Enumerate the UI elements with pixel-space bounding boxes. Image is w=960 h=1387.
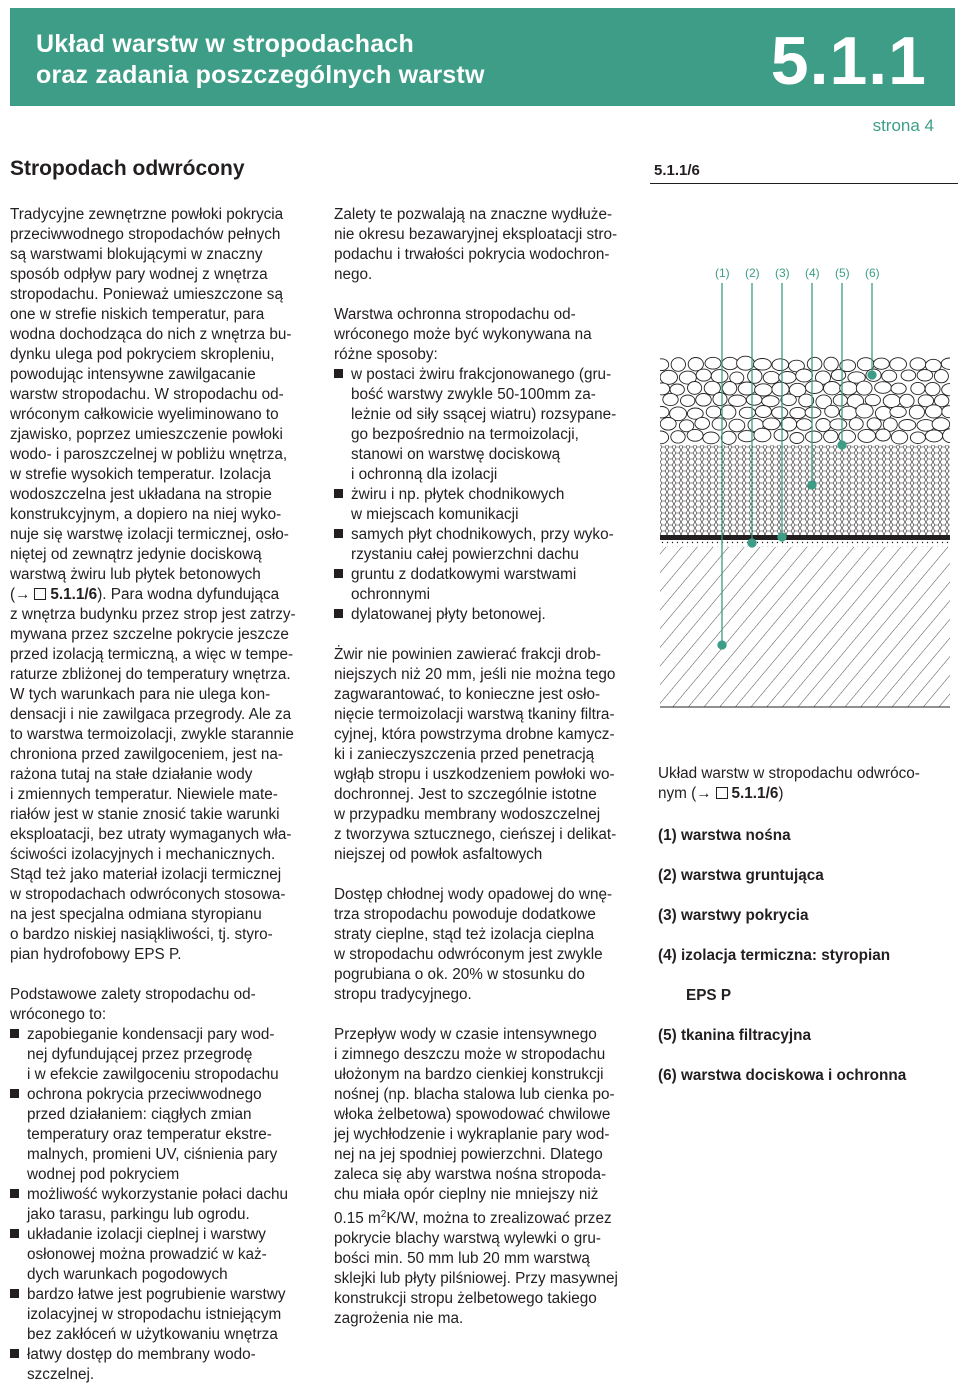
ref-code: 5.1.1/6 [50, 586, 98, 603]
gravel-stone [942, 406, 950, 418]
gravel-stone [807, 357, 822, 370]
gravel-stone [706, 406, 721, 418]
list-item [10, 1345, 308, 1385]
gravel-stone [721, 431, 736, 444]
section-number: 5.1.1 [770, 23, 927, 99]
list-item [334, 485, 634, 525]
gravel-stone [943, 429, 950, 443]
intro-paragraph [10, 205, 308, 965]
figure-caption [658, 764, 958, 804]
advantages-intro: Podstawowe zalety stropodachu od- wróconego to: [10, 986, 256, 1023]
gravel-stone [722, 357, 738, 369]
gravel-stone [696, 369, 711, 381]
gravel-stone [891, 431, 907, 444]
gravel-stone [901, 370, 916, 381]
insulation-layer [660, 445, 950, 535]
gravel-stone [925, 405, 942, 418]
gravel-stone [856, 381, 872, 395]
list-item [334, 605, 634, 625]
gravel-stone [681, 395, 695, 406]
gravel-stone [748, 369, 762, 383]
gravel-stone [774, 429, 788, 441]
gravel-stone [890, 358, 907, 371]
gravel-stone [671, 431, 685, 443]
layer-mark-3: (3) [775, 266, 790, 280]
paragraph [334, 1025, 634, 1329]
legend-item: (5) tkanina filtracyjna [658, 1027, 812, 1044]
gravel-stone [738, 382, 756, 395]
gravel-stone [917, 370, 933, 381]
figure-ref [10, 586, 97, 603]
protective-layer-list [334, 365, 634, 625]
list-item-text: dylatowanej płyty betonowej. [351, 606, 546, 623]
page-number: strona 4 [872, 116, 934, 135]
list-item [334, 565, 634, 605]
gravel-stone [663, 393, 678, 405]
gravel-stone [687, 429, 703, 441]
gravel-stone [696, 394, 712, 407]
gravel-stone [729, 395, 747, 406]
gravel-stone [722, 382, 736, 396]
section-title: Stropodach odwrócony [10, 157, 245, 180]
column-2 [334, 205, 634, 1329]
gravel-stone [849, 418, 863, 430]
gravel-stone [856, 404, 873, 418]
bullet-square-icon [10, 1229, 19, 1238]
ref-arrow: (→ [10, 586, 31, 603]
gravel-stone [772, 407, 788, 419]
layer-mark-6: (6) [865, 266, 880, 280]
gravel-stone [660, 418, 676, 431]
membrane-layer [660, 535, 950, 540]
gravel-stone [909, 405, 924, 419]
gravel-stone [858, 429, 876, 442]
gravel-stone [874, 358, 890, 369]
legend-item: (4) izolacja termiczna: styropian EPS P [658, 947, 891, 1004]
figure-id: 5.1.1/6 [654, 162, 700, 179]
list-item-text: możliwość wykorzystanie połaci dachu jako tarasu, parkingu lub ogrodu. [27, 1186, 289, 1223]
bullet-square-icon [334, 529, 343, 538]
gravel-stone [910, 432, 925, 444]
legend-item: (1) warstwa nośna [658, 827, 791, 844]
advantages-list [10, 1025, 308, 1385]
gravel-stone [738, 431, 755, 442]
column-1 [10, 205, 308, 1385]
figure-divider [650, 183, 958, 184]
gravel-stone [781, 394, 796, 406]
layer-mark-2: (2) [745, 266, 760, 280]
bullet-square-icon [334, 609, 343, 618]
gravel-stone [671, 358, 685, 372]
gravel-stone [824, 430, 838, 442]
gravel-stone [729, 419, 745, 432]
roof-section-figure [660, 255, 950, 745]
gravel-stone [721, 405, 736, 419]
gravel-stone [925, 430, 942, 442]
gravel-stone [831, 370, 845, 381]
gravel-stone [763, 371, 779, 383]
gravel-stone [779, 372, 797, 384]
gravel-stone [867, 418, 881, 430]
gravel-stone [875, 382, 892, 394]
layer-mark-1: (1) [715, 266, 730, 280]
legend-item: (2) warstwa gruntująca [658, 867, 824, 884]
layer-mark-5: (5) [835, 266, 850, 280]
bullet-square-icon [334, 369, 343, 378]
superscript: 2 [380, 1209, 387, 1220]
intro-text: Tradycyjne zewnętrzne powłoki pokrycia przeciwwodnego stropodachów pełnych są warstwami blokującymi w znaczny sposób odpływ pary wodnej z wnętrza stropodachu. Ponieważ umieszczone są one w strefie niskich temperatur, para wodna dochodząca do nich z wnętrza bu- dynku ulega pod pokryciem skropleniu, powodując intensywne zawilgacanie warstw stropodachu. W stropodachu od- wróconym całkowicie wyeliminowano to zjawisko, poprzez umieszczenie powłoki wodo- i paroszczelnej w pobliżu wnętrza, w strefie wysokich temperatur. Izolacja wodoszczelna jest układana na stropie konstrukcyjnym, a dopiero na niej wyko- nuje się warstwę izolacji termicznej, osło- niętej od zewnątrz jedynie dociskową warstwą żwiru lub płytek betonowych [10, 206, 292, 583]
gravel-stone [876, 429, 891, 441]
paragraph: Żwir nie powinien zawierać frakcji drob- niejszych niż 20 mm, jeśli nie można tego zagwarantować, to konieczne jest osło- nięcie termoizolacji warstwą tkaniny filtra- cyjnej, która powstrzyma drobne kamycz- ki i zanieczyszczenia przed penetracją wgłąb stropu i uszkodzeniem powłoki wo- dochronnej. Jest to szczególnie istotne w przypadku membrany wodoszczelnej z tworzywa sztucznego, cieńszej i delikat- niejszej od powłok asfaltowych [334, 646, 617, 863]
gravel-stone [754, 359, 772, 371]
gravel-stone [833, 394, 847, 406]
gravel-stone [660, 431, 669, 444]
structural-slab [660, 547, 950, 707]
caption-line-2: nym (→ 5.1.1/6) [658, 785, 784, 802]
gravel-stone [942, 384, 950, 396]
gravel-stone [695, 417, 710, 429]
list-item [10, 1225, 308, 1285]
paragraph-text: Przepływ wody w czasie intensywnego i zimnego deszczu może w stropodachu ułożonym na bardzo cienkiej konstrukcji nośnej (np. blacha stalowa lub cienka po- włoka żelbetowa) spowodować chwilowe jej wychłodzenie i wykraplanie pary wod- nej na jej spodniej powierzchni. Dlatego zaleca się aby warstwa nośna stropoda- chu miała opór cieplny nie mniejszy niż 0.15 m [334, 1026, 615, 1228]
layer-mark-4: (4) [805, 266, 820, 280]
gravel-stone [824, 382, 841, 395]
gravel-stone [824, 357, 838, 371]
bullet-square-icon [10, 1029, 19, 1038]
gravel-stone [796, 369, 813, 382]
gravel-stone [705, 357, 721, 369]
gravel-stone [711, 370, 728, 383]
gravel-stone [899, 420, 916, 431]
gravel-stone [762, 396, 779, 407]
gravel-stone [805, 381, 823, 394]
arrow-icon: → [696, 785, 712, 802]
legend-item: (3) warstwy pokrycia [658, 907, 809, 924]
gravel-stone [746, 394, 762, 405]
intro-text-tail: ). Para wodna dyfundująca z wnętrza budynku przez strop jest zatrzy- mywana przez szczelne pokrycie jeszcze przed izolacją termiczną, a więc w tempe- raturze zbliżonej do temperatury wnętrza. W tych warunkach para nie ulega kon- densacji i nie zawilgaca przegrody. Ale za to warstwa termoizolacji, zwykle starannie chroniona przed zawilgoceniem, jest na- rażona tutaj na stałe działanie wody i zmiennych temperatur. Niewiele mate- riałów jest w stanie znosić takie warunki eksploatacji, bez utraty wymaganych wła- ściwości izolacyjnych i mechanicznych. Stąd też jako materiał izolacji termicznej w stropodachach odwróconych stosowa- na jest specjalna odmiana styropianu o bardzo niskiej nasiąkliwości, tj. styro- pian hydrofobowy EPS P. [10, 586, 296, 963]
list-item-text: zapobieganie kondensacji pary wod- nej dyfundującej przez przegrodę i w efekcie zawilgoceniu stropodachu [27, 1026, 279, 1083]
gravel-stone [911, 382, 925, 394]
caption-line-1: Układ warstw w stropodachu odwróco- [658, 765, 920, 782]
gravel-stone [688, 382, 702, 395]
gravel-stone [797, 419, 813, 431]
layer-marks [715, 266, 880, 280]
gravel-stone [688, 358, 703, 371]
gravel-stone [830, 419, 847, 430]
bullet-square-icon [10, 1289, 19, 1298]
gravel-stone [934, 370, 948, 383]
gravel-stone [660, 407, 669, 418]
list-item [334, 365, 634, 485]
gravel-stone [660, 359, 669, 371]
gravel-stone [925, 382, 940, 395]
gravel-stone [825, 405, 839, 417]
gravel-stone [882, 370, 897, 382]
list-item-text: samych płyt chodnikowych, przy wyko- rzystaniu całej powierzchni dachu [351, 526, 614, 563]
bullet-square-icon [10, 1089, 19, 1098]
list-item-text: ochrona pokrycia przeciwwodnego przed działaniem: ciągłych zmian temperatury oraz temperatur ekstre- malnych, promieni UV, ciśnienia pary wodnej pod pokryciem [27, 1086, 278, 1183]
bullet-square-icon [10, 1349, 19, 1358]
title-line-2: oraz zadania poszczególnych warstw [36, 61, 485, 89]
gravel-stone [932, 418, 950, 431]
gravel-stone [763, 418, 780, 430]
paragraph: Dostęp chłodnej wody opadowej do wnę- trza stropodachu powoduje dodatkowe straty cieplne, stąd też izolacja cieplna w stropodachu odwróconym jest zwykle pogrubiana o ok. 20% w stosunku do stropu tradycyjnego. [334, 886, 613, 1003]
gravel-stone [816, 419, 831, 432]
gravel-stone [806, 431, 822, 442]
gravel-stone [712, 418, 726, 430]
header-band [10, 8, 955, 106]
list-item-text: łatwy dostęp do membrany wodo- szczelnej. [27, 1346, 256, 1383]
gravel-stone [891, 383, 906, 394]
gravel-layer [660, 356, 950, 444]
bullet-square-icon [334, 569, 343, 578]
gravel-stone [941, 358, 950, 369]
gravel-stone [890, 406, 906, 417]
list-item [10, 1285, 308, 1345]
primer-layer [660, 540, 950, 547]
gravel-stone [755, 406, 771, 418]
gravel-stone [703, 432, 719, 444]
ref-square-icon [716, 787, 728, 799]
list-item [10, 1025, 308, 1085]
gravel-stone [900, 394, 915, 407]
title-line-1: Układ warstw w stropodachach [36, 30, 414, 58]
list-item-text: układanie izolacji cieplnej i warstwy osłonowej można prowadzić w każ- dych warunkach pogodowych [27, 1226, 267, 1283]
gravel-stone [772, 359, 789, 371]
list-item [10, 1085, 308, 1185]
gravel-stone [790, 433, 804, 444]
gravel-stone [910, 358, 926, 370]
figure-legend [658, 826, 958, 1106]
paragraph-text-tail: K/W, można to zrealizować przez pokrycie blachy warstwą wylewki o gru- bości min. 50 mm lub 20 mm warstwą sklejki lub płyty pilśniowej. Przy masywnej konstrukcji stropu żelbetowego takiego zagrożenia nie ma. [334, 1210, 618, 1328]
gravel-stone [805, 407, 821, 418]
legend-item: (6) warstwa dociskowa i ochronna [658, 1067, 907, 1084]
paragraph: Zalety te pozwalają na znaczne wydłuże- nie okresu bezawaryjnej eksploatacji stro- podachu i trwałości pokrycia wodochron- nego. [334, 206, 618, 283]
gravel-stone [883, 394, 900, 407]
gravel-stone [739, 407, 755, 418]
list-item-text: w postaci żwiru frakcjonowanego (gru- bość warstwy zwykle 50-100mm za- leżnie od siły ssącej wiatru) rozsypane- go bezpośrednio na termoizolacji, stanowi on warstwę dociskową i ochronną dla izolacji [351, 366, 617, 483]
list-item-text: żwiru i np. płytek chodnikowych w miejscach komunikacji [351, 486, 565, 523]
list-item [10, 1185, 308, 1225]
paragraph: Warstwa ochronna stropodachu od- wróconego może być wykonywana na różne sposoby: [334, 306, 592, 363]
list-item [334, 525, 634, 565]
bullet-square-icon [10, 1189, 19, 1198]
ref-square-icon [34, 588, 46, 600]
gravel-stone [790, 407, 806, 418]
gravel-stone [713, 393, 727, 406]
bullet-square-icon [334, 489, 343, 498]
list-item-text: gruntu z dodatkowymi warstwami ochronnymi [351, 566, 577, 603]
list-item-text: bardzo łatwe jest pogrubienie warstwy izolacyjnej w stropodachu istniejącym bez zakłóceń w użytkowaniu wnętrza [27, 1286, 286, 1343]
gravel-stone [660, 370, 677, 384]
gravel-stone [754, 428, 771, 442]
